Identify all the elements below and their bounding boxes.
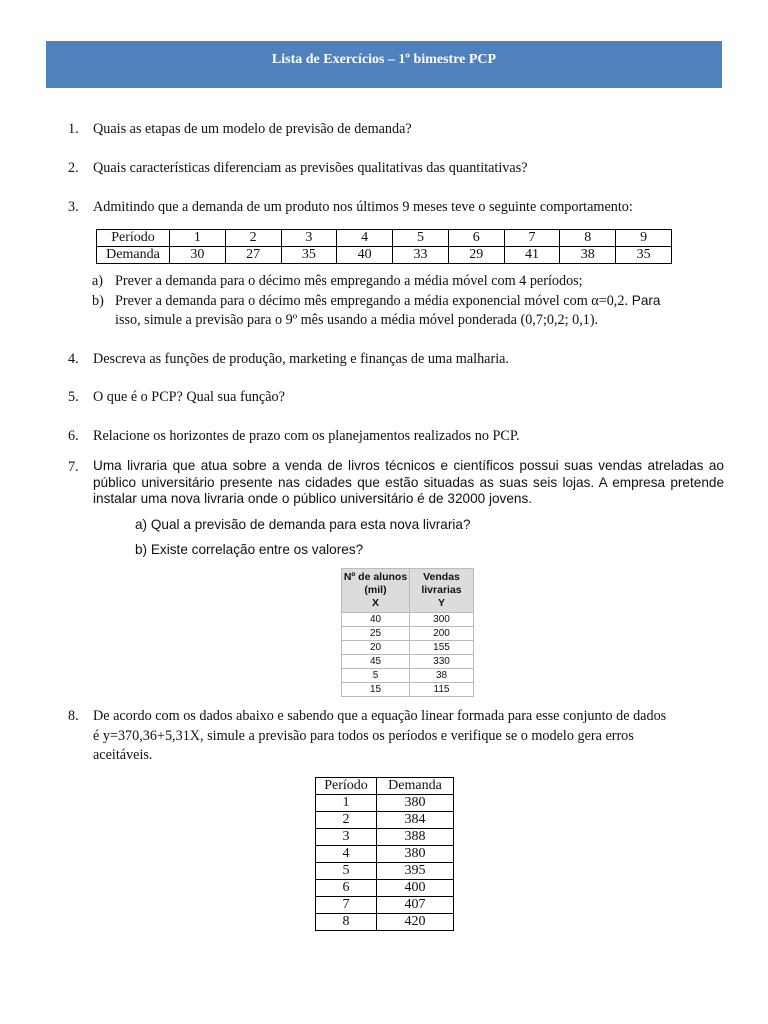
- table-cell: 115: [410, 683, 474, 697]
- table-cell: 3: [316, 829, 377, 846]
- question-number: 1.: [68, 121, 79, 137]
- item-label: a): [92, 273, 104, 289]
- table-row: [342, 641, 474, 655]
- question-text: Quais as etapas de um modelo de previsão de demanda?: [93, 121, 412, 137]
- question-text: é y=370,36+5,31X, simule a previsão para todos os períodos e verifique se o modelo gera erros: [93, 728, 634, 744]
- question-number: 7.: [68, 459, 79, 475]
- question-text: aceitáveis.: [93, 747, 153, 763]
- question-text: Relacione os horizontes de prazo com os planejamentos realizados no PCP.: [93, 428, 520, 444]
- question-text: Admitindo que a demanda de um produto nos últimos 9 meses teve o seguinte comportamento:: [93, 199, 633, 215]
- table-cell: 40: [342, 613, 410, 627]
- table-header-cell: Período: [316, 778, 377, 795]
- table-header-cell: [342, 569, 410, 613]
- table-header-cell: Período: [97, 230, 170, 247]
- table-row: [316, 897, 454, 914]
- table-cell: 200: [410, 627, 474, 641]
- item-label: b): [92, 293, 104, 309]
- header-line: Vendas: [423, 571, 460, 583]
- table-row-demand: [97, 247, 672, 264]
- table-cell: 155: [410, 641, 474, 655]
- demand-table-q8: [315, 777, 454, 931]
- table-cell: 40: [337, 247, 393, 264]
- table-cell: 330: [410, 655, 474, 669]
- table-cell: 2: [225, 230, 281, 247]
- table-row: [342, 683, 474, 697]
- table-cell: 6: [448, 230, 504, 247]
- header-line: Y: [437, 597, 445, 609]
- table-cell: 7: [316, 897, 377, 914]
- table-cell: 35: [281, 247, 337, 264]
- table-row: [316, 914, 454, 931]
- question-7b: [135, 541, 363, 559]
- table-cell: 3: [281, 230, 337, 247]
- table-cell: 2: [316, 812, 377, 829]
- table-cell: 384: [377, 812, 454, 829]
- table-row: [342, 655, 474, 669]
- table-cell: 38: [410, 669, 474, 683]
- table-cell: 300: [410, 613, 474, 627]
- table-cell: 35: [616, 247, 672, 264]
- question-text: Descreva as funções de produção, marketing e finanças de uma malharia.: [93, 351, 509, 367]
- table-cell: 380: [377, 795, 454, 812]
- table-cell: 388: [377, 829, 454, 846]
- table-cell: 1: [316, 795, 377, 812]
- header-line: Nº de alunos: [343, 571, 408, 583]
- question-number: 8.: [68, 708, 79, 724]
- table-header-cell: Demanda: [377, 778, 454, 795]
- question-text: Uma livraria que atua sobre a venda de livros técnicos e científicos possui suas vendas atreladas ao público universitário presente nas cidades que estão situadas as suas seis lojas. A empresa pretende instalar uma nova livraria onde o público universitário é de 32000 jovens.: [93, 458, 724, 506]
- table-header-cell: [410, 569, 474, 613]
- table-cell: 5: [393, 230, 449, 247]
- table-cell: 30: [170, 247, 226, 264]
- item-text-part: Para: [628, 293, 661, 308]
- question-text: O que é o PCP? Qual sua função?: [93, 389, 285, 405]
- students-sales-table: [341, 568, 474, 697]
- table-cell: 45: [342, 655, 410, 669]
- item-text: b) Existe correlação entre os valores?: [135, 542, 364, 557]
- table-row: [342, 627, 474, 641]
- item-text: isso, simule a previsão para o 9º mês usando a média móvel ponderada (0,7;0,2; 0,1).: [115, 312, 599, 328]
- table-cell: 7: [504, 230, 560, 247]
- table-row: [316, 812, 454, 829]
- table-cell: 420: [377, 914, 454, 931]
- header-line: livrarias: [421, 584, 462, 596]
- table-cell: 4: [337, 230, 393, 247]
- table-row: [316, 863, 454, 880]
- table-cell: 41: [504, 247, 560, 264]
- question-number: 4.: [68, 351, 79, 367]
- table-cell: 1: [170, 230, 226, 247]
- table-cell: 5: [342, 669, 410, 683]
- table-header-cell: Demanda: [97, 247, 170, 264]
- demand-table-q3: [96, 229, 672, 264]
- table-cell: 33: [393, 247, 449, 264]
- table-cell: 6: [316, 880, 377, 897]
- table-cell: 20: [342, 641, 410, 655]
- table-cell: 407: [377, 897, 454, 914]
- table-cell: 380: [377, 846, 454, 863]
- question-number: 3.: [68, 199, 79, 215]
- table-cell: 25: [342, 627, 410, 641]
- item-text-part: Prever a demanda para o décimo mês empregando a média exponencial móvel com α=0,2.: [115, 293, 628, 309]
- table-row: [342, 669, 474, 683]
- table-cell: 15: [342, 683, 410, 697]
- page-title-banner: [46, 41, 722, 88]
- question-number: 6.: [68, 428, 79, 444]
- table-row: [316, 846, 454, 863]
- table-row-period: [97, 230, 672, 247]
- question-text: De acordo com os dados abaixo e sabendo que a equação linear formada para esse conjunto de dados: [93, 708, 667, 724]
- table-cell: 5: [316, 863, 377, 880]
- table-cell: 8: [316, 914, 377, 931]
- table-cell: 8: [560, 230, 616, 247]
- table-row: [316, 795, 454, 812]
- table-header-row: [342, 569, 474, 613]
- header-line: X: [371, 597, 379, 609]
- table-cell: 400: [377, 880, 454, 897]
- item-text: a) Qual a previsão de demanda para esta nova livraria?: [135, 517, 471, 532]
- table-cell: 27: [225, 247, 281, 264]
- page-title: Lista de Exercícios – 1º bimestre PCP: [271, 52, 497, 67]
- table-row: [342, 613, 474, 627]
- table-row: [316, 880, 454, 897]
- question-text: Quais características diferenciam as previsões qualitativas das quantitativas?: [93, 160, 528, 176]
- table-header-row: [316, 778, 454, 795]
- table-cell: 4: [316, 846, 377, 863]
- item-text: Prever a demanda para o décimo mês empregando a média móvel com 4 períodos;: [115, 273, 583, 289]
- question-7a: [135, 516, 471, 534]
- question-number: 2.: [68, 160, 79, 176]
- table-row: [316, 829, 454, 846]
- item-text: [115, 292, 724, 310]
- table-cell: 38: [560, 247, 616, 264]
- table-cell: 9: [616, 230, 672, 247]
- table-cell: 395: [377, 863, 454, 880]
- table-cell: 29: [448, 247, 504, 264]
- question-number: 5.: [68, 389, 79, 405]
- header-line: (mil): [364, 584, 387, 596]
